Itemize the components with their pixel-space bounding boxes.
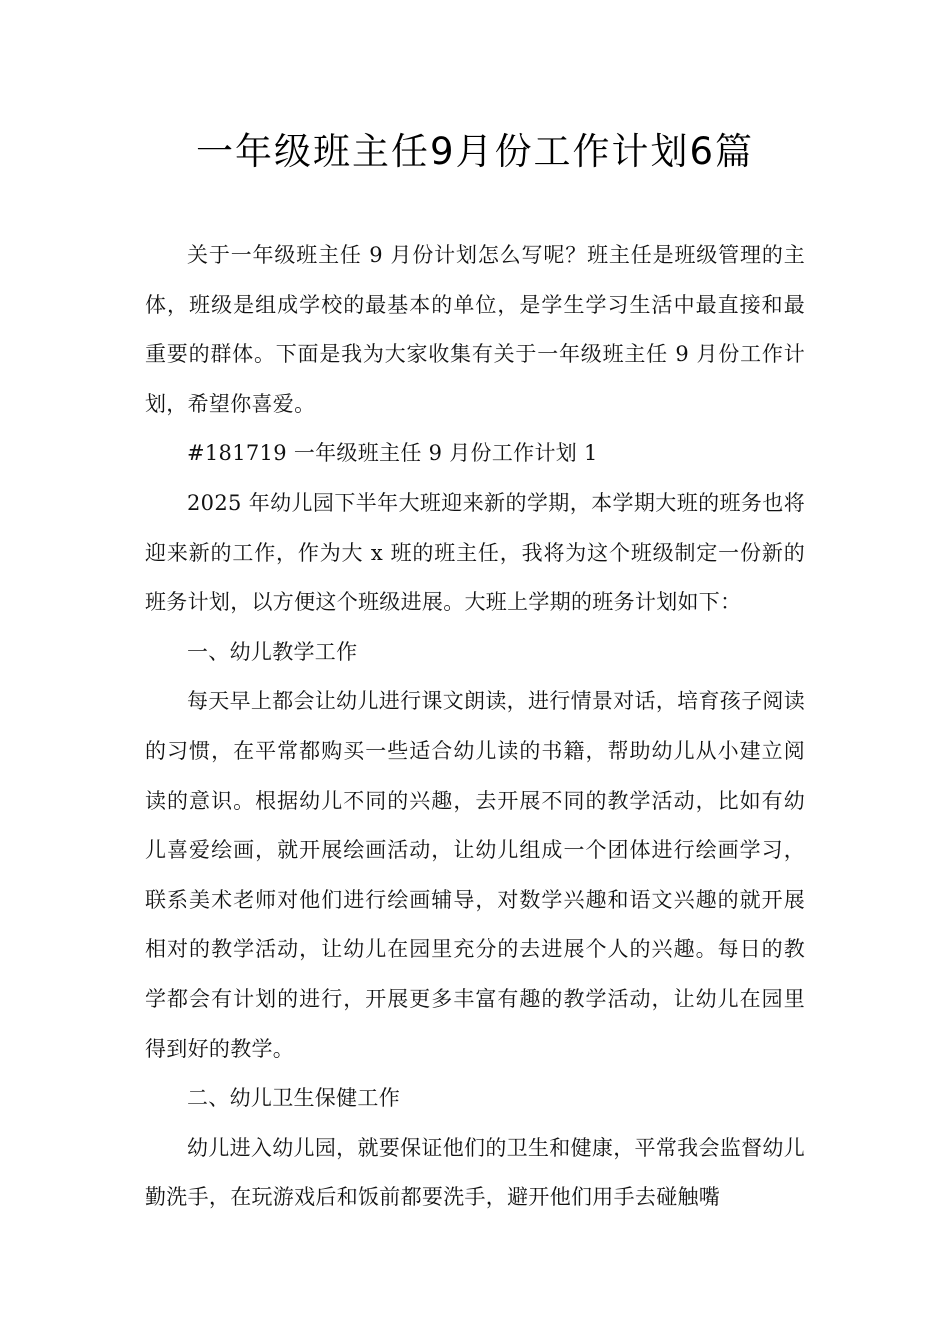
document-title: 一年级班主任9月份工作计划6篇	[195, 130, 755, 173]
document-body	[145, 231, 805, 1223]
intro-paragraph: 关于一年级班主任 9 月份计划怎么写呢？班主任是班级管理的主体，班级是组成学校的最基本的单位，是学生学习生活中最直接和最重要的群体。下面是我为大家收集有关于一年级班主任 9 月份工作计划，希望你喜爱。	[145, 243, 805, 416]
body-paragraph: 每天早上都会让幼儿进行课文朗读，进行情景对话，培育孩子阅读的习惯，在平常都购买一些适合幼儿读的书籍，帮助幼儿从小建立阅读的意识。根据幼儿不同的兴趣，去开展不同的教学活动，比如有幼儿喜爱绘画，就开展绘画活动，让幼儿组成一个团体进行绘画学习，联系美术老师对他们进行绘画辅导，对数学兴趣和语文兴趣的就开展相对的教学活动，让幼儿在园里充分的去进展个人的兴趣。每日的教学都会有计划的进行，开展更多丰富有趣的教学活动，让幼儿在园里得到好的教学。	[145, 689, 805, 1061]
body-paragraph: 幼儿进入幼儿园，就要保证他们的卫生和健康，平常我会监督幼儿勤洗手，在玩游戏后和饭前都要洗手，避开他们用手去碰触嘴	[145, 1135, 805, 1210]
body-paragraph: 2025 年幼儿园下半年大班迎来新的学期，本学期大班的班务也将迎来新的工作，作为大 x 班的班主任，我将为这个班级制定一份新的班务计划，以方便这个班级进展。大班上学期的班务计划如下：	[145, 490, 805, 615]
section-heading-plan-1: #181719 一年级班主任 9 月份工作计划 1	[187, 441, 598, 466]
section-heading-health: 二、幼儿卫生保健工作	[187, 1086, 400, 1111]
section-heading-teaching: 一、幼儿教学工作	[187, 639, 358, 664]
